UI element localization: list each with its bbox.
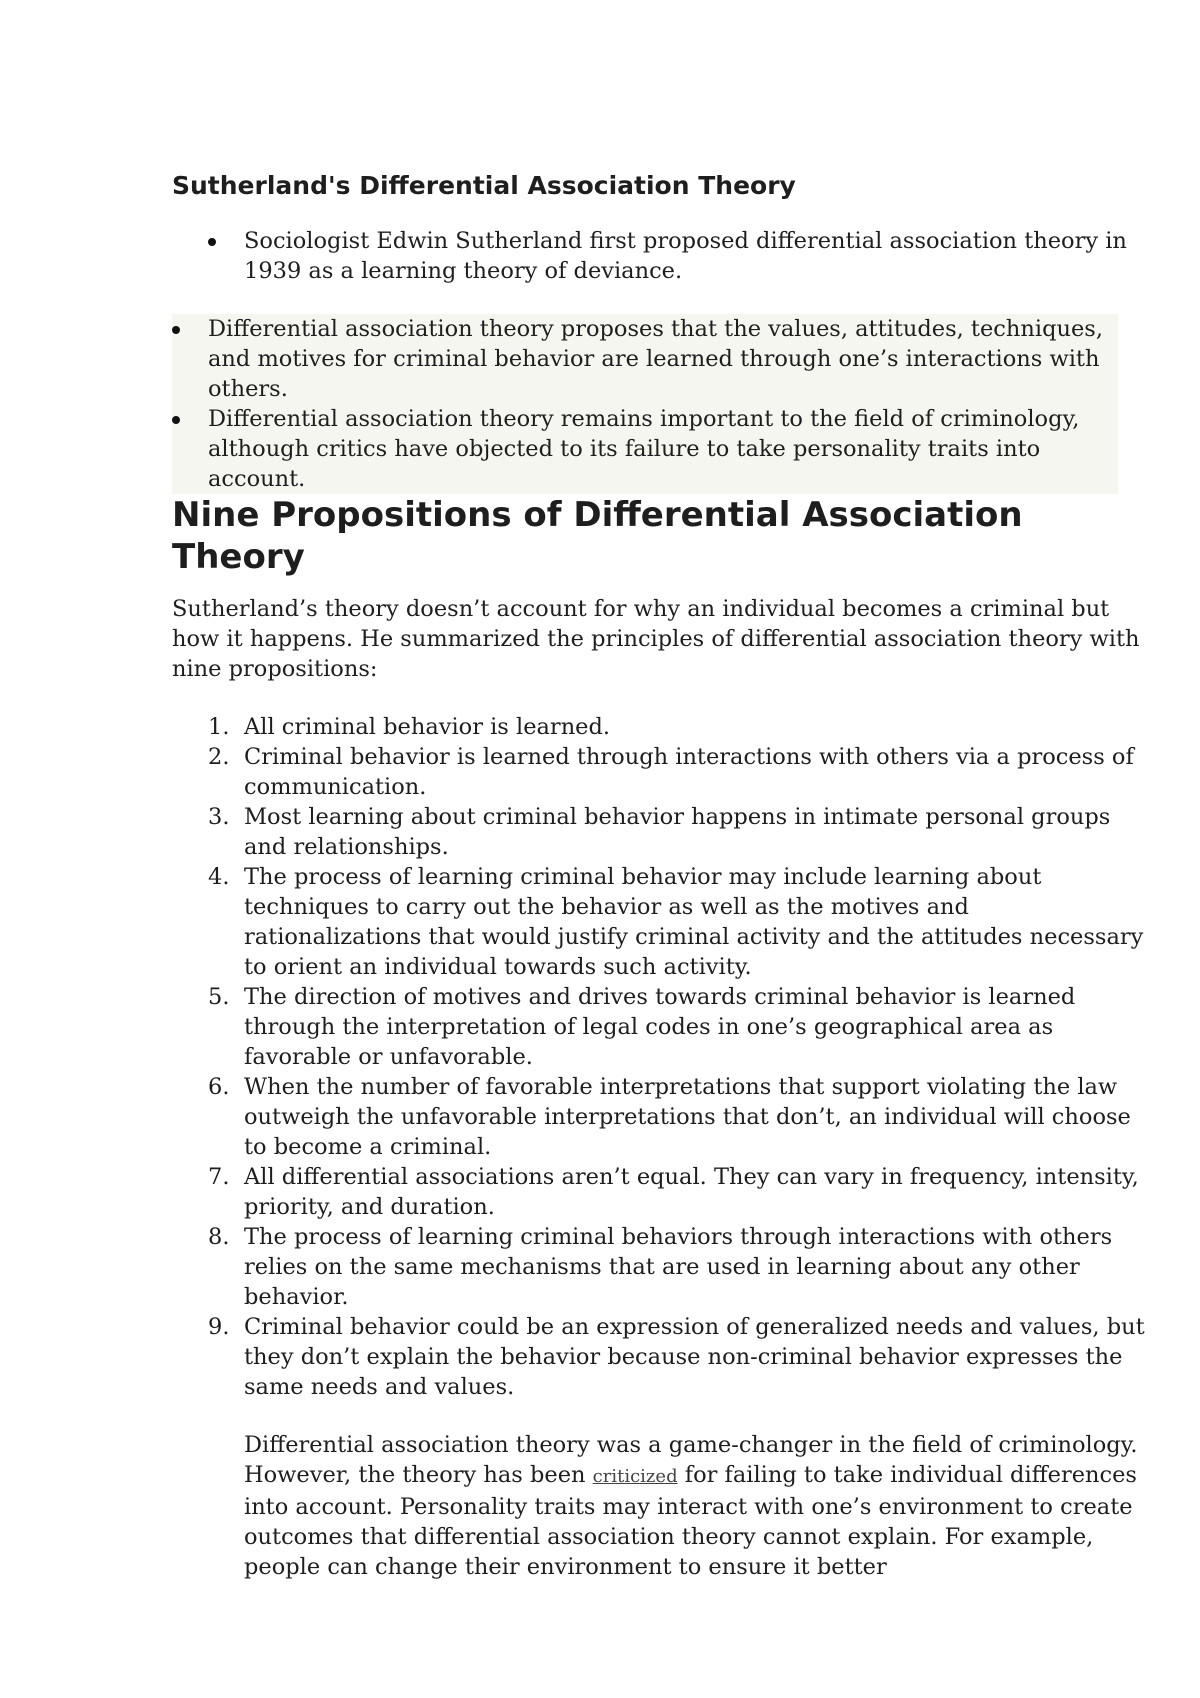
list-item: [172, 802, 1152, 862]
list-item: [172, 226, 1152, 286]
summary-list: [172, 226, 1152, 286]
highlighted-list: [172, 314, 1118, 494]
list-text: Criminal behavior is learned through interactions with others via a process of communication.: [244, 744, 1134, 800]
list-number: 2.: [208, 744, 230, 770]
propositions-list: [172, 712, 1152, 1402]
section-heading: Sutherland's Differential Association Theory: [172, 171, 796, 200]
bullet-text: Differential association theory remains important to the field of criminology, although critics have objected to its failure to take personality traits into account.: [208, 406, 1080, 492]
list-item: [172, 982, 1152, 1072]
list-item: [172, 862, 1152, 982]
page-title: Nine Propositions of Differential Association Theory: [172, 495, 1023, 577]
bullet-text: Differential association theory proposes that the values, attitudes, techniques, and motives for criminal behavior are learned through one’s interactions with others.: [208, 316, 1103, 402]
list-text: All criminal behavior is learned.: [244, 714, 611, 740]
list-text: Most learning about criminal behavior happens in intimate personal groups and relationships.: [244, 804, 1111, 860]
list-item: [172, 314, 1118, 404]
list-item: [172, 404, 1118, 494]
list-text: The direction of motives and drives towards criminal behavior is learned through the interpretation of legal codes in one’s geographical area as favorable or unfavorable.: [244, 984, 1076, 1070]
list-number: 8.: [208, 1224, 230, 1250]
document-page: [172, 168, 1152, 1582]
closing-text: Differential association theory was a game-changer in the field of criminology. However, the theory has been: [244, 1432, 1138, 1488]
list-text: Criminal behavior could be an expression of generalized needs and values, but they don’t explain the behavior because non-criminal behavior expresses the same needs and values.: [244, 1314, 1145, 1400]
closing-paragraph: [244, 1430, 1152, 1582]
list-text: All differential associations aren’t equal. They can vary in frequency, intensity, priority, and duration.: [244, 1164, 1139, 1220]
list-number: 9.: [208, 1314, 230, 1340]
list-text: The process of learning criminal behaviors through interactions with others relies on the same mechanisms that are used in learning about any other behavior.: [244, 1224, 1113, 1310]
list-item: [172, 742, 1152, 802]
list-text: When the number of favorable interpretations that support violating the law outweigh the unfavorable interpretations that don’t, an individual will choose to become a criminal.: [244, 1074, 1131, 1160]
list-item: [172, 1072, 1152, 1162]
list-item: [172, 1162, 1152, 1222]
list-number: 1.: [208, 714, 230, 740]
bullet-icon: [172, 416, 180, 424]
list-number: 4.: [208, 864, 230, 890]
list-number: 6.: [208, 1074, 230, 1100]
list-item: [172, 712, 1152, 742]
bullet-icon: [172, 326, 180, 334]
intro-paragraph: Sutherland’s theory doesn’t account for why an individual becomes a criminal but how it happens. He summarized the principles of differential association theory with nine propositions:: [172, 596, 1140, 682]
list-number: 5.: [208, 984, 230, 1010]
list-number: 3.: [208, 804, 230, 830]
list-text: The process of learning criminal behavior may include learning about techniques to carry out the behavior as well as the motives and rationalizations that would justify criminal activity and the attitudes necessary to orient an individual towards such activity.: [244, 864, 1144, 980]
list-item: [172, 1222, 1152, 1312]
bullet-icon: [208, 238, 216, 246]
closing-text: for failing to take individual differences into account. Personality traits may interact with one’s environment to create outcomes that differential association theory cannot explain. For example, people can change their environment to ensure it better: [244, 1462, 1137, 1580]
bullet-text: Sociologist Edwin Sutherland first proposed differential association theory in 1939 as a learning theory of deviance.: [244, 228, 1127, 284]
criticized-link[interactable]: criticized: [592, 1466, 678, 1487]
list-item: [172, 1312, 1152, 1402]
list-number: 7.: [208, 1164, 230, 1190]
